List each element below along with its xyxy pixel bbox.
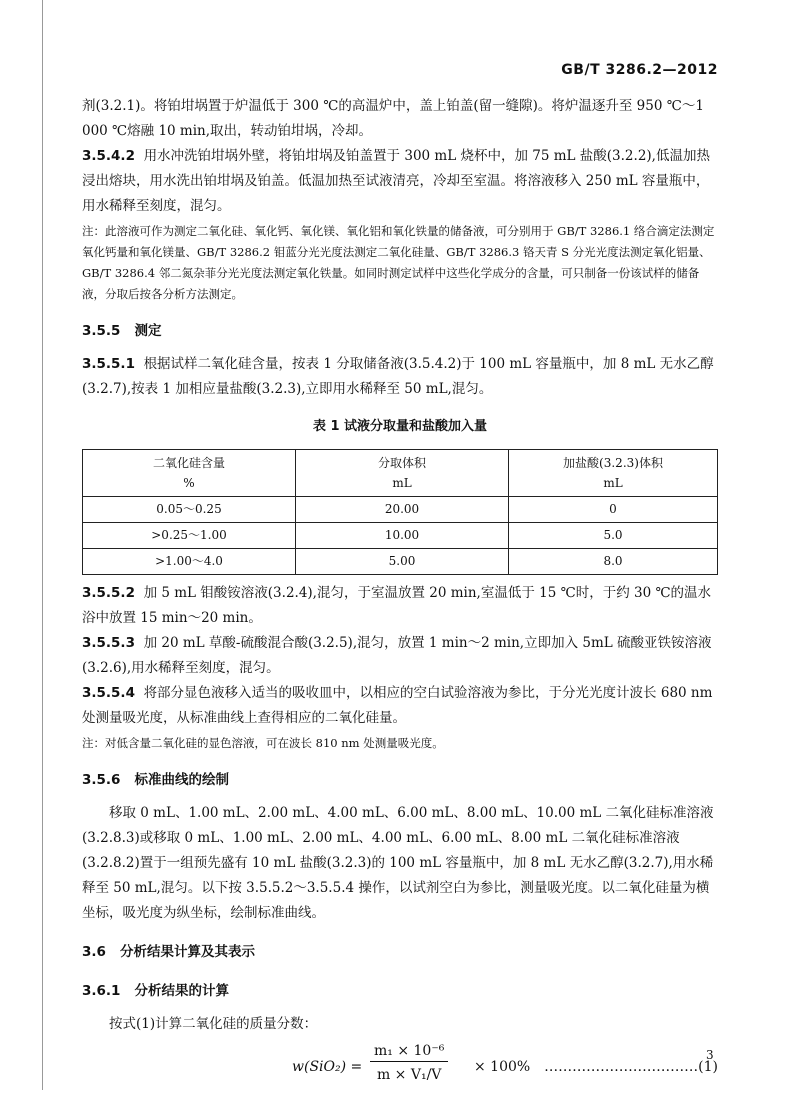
clause-number: 3.5.5.4 xyxy=(82,685,135,701)
clause-text: 根据试样二氧化硅含量，按表 1 分取储备液(3.5.4.2)于 100 mL 容量瓶中，加 8 mL 无水乙醇(3.2.7),按表 1 加相应量盐酸(3.2.3),立即用水稀释至 50 mL,混匀。 xyxy=(82,356,714,397)
header-line1: 二氧化硅含量 xyxy=(152,456,225,470)
table-cell: >0.25～1.00 xyxy=(83,523,296,549)
clause-text: 用水冲洗铂坩埚外壁，将铂坩埚及铂盖置于 300 mL 烧杯中，加 75 mL 盐酸(3.2.2),低温加热浸出熔块，用水洗出铂坩埚及铂盖。低温加热至试液清亮，冷却至室温。将溶液移入 250 mL 容量瓶中，用水稀释至刻度，混匀。 xyxy=(82,148,710,214)
heading-number: 3.5.5 xyxy=(82,323,121,339)
table-cell: >1.00～4.0 xyxy=(83,549,296,575)
header-line2: mL xyxy=(603,476,623,490)
table-cell: 0 xyxy=(509,497,718,523)
heading-number: 3.6 xyxy=(82,944,106,960)
heading-3-5-5 xyxy=(82,319,718,344)
header-cell xyxy=(83,450,296,497)
table-cell: 0.05～0.25 xyxy=(83,497,296,523)
continuation-paragraph: 剂(3.2.1)。将铂坩埚置于炉温低于 300 ℃的高温炉中，盖上铂盖(留一缝隙)。将炉温逐升至 950 ℃～1 000 ℃熔融 10 min,取出，转动铂坩埚，冷却。 xyxy=(82,98,704,139)
table-row xyxy=(83,497,718,523)
clause-3-5-5-1 xyxy=(82,352,718,402)
clause-text: 加 5 mL 钼酸铵溶液(3.2.4),混匀，于室温放置 20 min,室温低于 15 ℃时，于约 30 ℃的温水浴中放置 15 min～20 min。 xyxy=(82,585,712,626)
header-cell xyxy=(509,450,718,497)
table-cell: 5.0 xyxy=(509,523,718,549)
heading-3-5-6 xyxy=(82,768,718,793)
clause-3-5-5-3 xyxy=(82,631,718,681)
table-row xyxy=(83,523,718,549)
table-cell: 5.00 xyxy=(296,549,509,575)
clause-text: 将部分显色液移入适当的吸收皿中，以相应的空白试验溶液为参比，于分光光度计波长 680 nm处测量吸光度，从标准曲线上查得相应的二氧化硅量。 xyxy=(82,685,713,726)
header-line2: % xyxy=(183,476,195,490)
heading-title: 测定 xyxy=(134,323,162,339)
heading-number: 3.6.1 xyxy=(82,983,121,999)
clause-number: 3.5.5.3 xyxy=(82,635,135,651)
clause-number: 3.5.5.2 xyxy=(82,585,135,601)
document-body xyxy=(82,94,718,1099)
header-cell xyxy=(296,450,509,497)
clause-number: 3.5.4.2 xyxy=(82,148,135,164)
table-1 xyxy=(82,449,718,575)
paragraph-3-5-6: 移取 0 mL、1.00 mL、2.00 mL、4.00 mL、6.00 mL、8.00 mL、10.00 mL 二氧化硅标准溶液(3.2.8.3)或移取 0 mL、1.00 mL、2.00 mL、4.00 mL、6.00 mL、8.00 mL 二氧化硅标准溶液(3.2.8.2)置于一组预先盛有 10 mL 盐酸(3.2.3)的 100 mL 容量瓶中，加 8 mL 无水乙醇(3.2.7),用水稀释至 50 mL,混匀。以下按 3.5.5.2～3.5.5.4 操作，以试剂空白为参比，测量吸光度。以二氧化硅量为横坐标，吸光度为纵坐标，绘制标准曲线。 xyxy=(82,805,714,921)
note-3-5-4-2: 注：此溶液可作为测定二氧化硅、氧化钙、氧化镁、氧化铝和氧化铁量的储备液，可分别用于 GB/T 3286.1 络合滴定法测定氧化钙量和氧化镁量、GB/T 3286.2 钼蓝分光光度法测定二氧化硅量、GB/T 3286.3 铬天青 S 分光光度法测定氧化铝量、GB/T 3286.4 邻二氮杂菲分光光度法测定氧化铁量。如同时测定试样中这些化学成分的含量，可只制备一份该试样的储备液，分取后按各分析方法测定。 xyxy=(82,224,715,301)
formula-numerator: m₁ × 10⁻⁶ xyxy=(370,1041,448,1062)
heading-3-6-1 xyxy=(82,979,718,1004)
table-cell: 8.0 xyxy=(509,549,718,575)
standard-number: GB/T 3286.2—2012 xyxy=(561,62,718,78)
heading-title: 标准曲线的绘制 xyxy=(134,772,230,788)
page-number: 3 xyxy=(706,1048,714,1062)
heading-title: 分析结果的计算 xyxy=(134,983,230,999)
table-cell: 10.00 xyxy=(296,523,509,549)
header-line1: 加盐酸(3.2.3)体积 xyxy=(563,456,663,470)
heading-number: 3.5.6 xyxy=(82,772,121,788)
scan-edge-line xyxy=(42,0,43,1090)
header-line1: 分取体积 xyxy=(377,456,426,470)
formula-number: ……………………………(1) xyxy=(544,1059,718,1075)
table-cell: 20.00 xyxy=(296,497,509,523)
paragraph-3-6-1: 按式(1)计算二氧化硅的质量分数： xyxy=(109,1016,318,1032)
note-3-5-5-4: 注：对低含量二氧化硅的显色溶液，可在波长 810 nm 处测量吸光度。 xyxy=(82,736,444,750)
clause-3-5-5-2 xyxy=(82,581,718,631)
formula-1 xyxy=(82,1041,718,1099)
table-row xyxy=(83,549,718,575)
clause-text: 加 20 mL 草酸-硫酸混合酸(3.2.5),混匀，放置 1 min～2 min,立即加入 5mL 硫酸亚铁铵溶液(3.2.6),用水稀释至刻度，混匀。 xyxy=(82,635,712,676)
table-header-row xyxy=(83,450,718,497)
heading-3-6 xyxy=(82,940,718,965)
formula-fraction xyxy=(370,1041,448,1088)
clause-3-5-4-2 xyxy=(82,144,718,219)
clause-3-5-5-4 xyxy=(82,681,718,731)
heading-title: 分析结果计算及其表示 xyxy=(120,944,256,960)
formula-lhs: w(SiO₂) = xyxy=(292,1059,363,1075)
formula-denominator: m × V₁/V xyxy=(376,1067,442,1083)
table-caption: 表 1 试液分取量和盐酸加入量 xyxy=(312,419,488,434)
clause-number: 3.5.5.1 xyxy=(82,356,135,372)
header-line2: mL xyxy=(392,476,412,490)
formula-suffix: × 100% xyxy=(474,1059,531,1075)
